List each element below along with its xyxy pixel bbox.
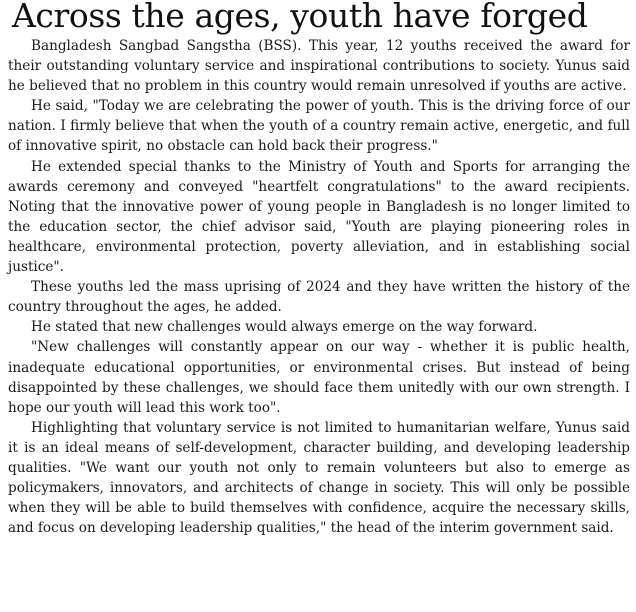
paragraph: "New challenges will constantly appear on our way - whether it is public health, inadequate educational opportunities, or environmental crises. But instead of being disappointed by these challenges, we should face them unitedly with our own strength. I hope our youth will lead this work too". — [8, 339, 630, 416]
paragraph: Bangladesh Sangbad Sangstha (BSS). This year, 12 youths received the award for their outstanding voluntary service and inspirational contributions to society. Yunus said he believed that no problem in this country would remain unresolved if youths are active. — [8, 38, 630, 95]
article-body — [8, 36, 630, 538]
headline: Across the ages, youth have forged — [12, 0, 588, 35]
paragraph: He extended special thanks to the Ministry of Youth and Sports for arranging the awards ceremony and conveyed "heartfelt congratulations" to the award recipients. Noting that the innovative power of young people in Bangladesh is no longer limited to the education sector, the chief advisor said, "Youth are playing pioneering roles in healthcare, environmental protection, poverty alleviation, and in establishing social justice". — [8, 158, 630, 276]
paragraph: These youths led the mass uprising of 2024 and they have written the history of the country throughout the ages, he added. — [8, 279, 630, 316]
paragraph: He said, "Today we are celebrating the power of youth. This is the driving force of our nation. I firmly believe that when the youth of a country remain active, energetic, and full of innovative spirit, no obstacle can hold back their progress." — [8, 98, 630, 155]
paragraph: He stated that new challenges would always emerge on the way forward. — [31, 319, 538, 336]
paragraph: Highlighting that voluntary service is not limited to humanitarian welfare, Yunus said it is an ideal means of self-development, character building, and developing leadership qualities. "We want our youth not only to remain volunteers but also to emerge as policymakers, innovators, and architects of change in society. This will only be possible when they will be able to build themselves with confidence, acquire the necessary skills, and focus on developing leadership qualities," the head of the interim government said. — [8, 419, 630, 537]
